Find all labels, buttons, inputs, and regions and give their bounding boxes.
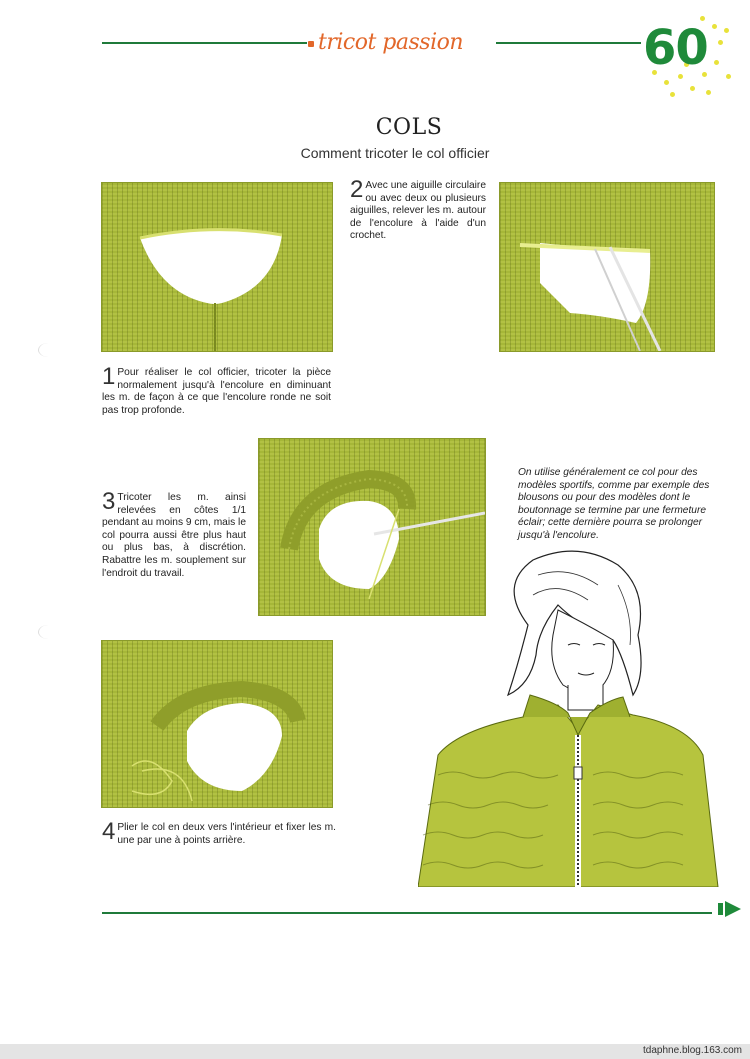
step-3-text-block: [102, 488, 246, 580]
footer-rule: [102, 912, 712, 914]
page-title: COLS: [375, 115, 443, 140]
step-4-text: Plier le col en deux vers l'intérieur et fixer les m. une par une à points arrière.: [117, 822, 336, 846]
step-2-photo: [499, 182, 715, 352]
page-subtitle: Comment tricoter le col officier: [300, 145, 490, 161]
header-rule-left: [102, 42, 307, 44]
step-3-text: Tricoter les m. ainsi relevées en côtes 1/1 pendant au moins 9 cm, mais le col pourra aussi être plus haut ou plus bas, à discrétion. Rabattre les m. souplement sur l'endroit du travail.: [102, 492, 246, 579]
bottom-bar: [0, 1044, 750, 1059]
step-2-text: Avec une aiguille circulaire ou avec deux ou plusieurs aiguilles, relever les m. autour de l'encolure à l'aide d'un crochet.: [350, 180, 486, 242]
step-1-photo: [101, 182, 333, 352]
step-4-number: 4: [102, 818, 116, 845]
page-number: 60: [643, 20, 708, 76]
step-1-text-block: [102, 363, 331, 417]
brand-bullet-icon: [308, 41, 314, 47]
step-3-number: 3: [102, 488, 116, 515]
step-4-text-block: [102, 818, 336, 847]
punch-hole-mark: [38, 343, 59, 357]
step-4-photo: [101, 640, 333, 808]
brand-logo: tricot passion: [318, 30, 464, 55]
step-1-text: Pour réaliser le col officier, tricoter la pièce normalement jusqu'à l'encolure en diminuant les m. de façon à ce que l'encolure ronde ne soit pas trop profonde.: [102, 367, 331, 416]
step-2-number: 2: [350, 176, 364, 203]
credit-watermark: tdaphne.blog.163.com: [643, 1045, 742, 1056]
next-page-arrow-icon: [718, 900, 742, 918]
woman-jacket-illustration: [418, 545, 723, 887]
punch-hole-mark: [38, 625, 59, 639]
step-2-text-block: [350, 176, 486, 243]
step-1-number: 1: [102, 363, 116, 390]
usage-note: On utilise généralement ce col pour des modèles sportifs, comme par exemple des blousons ou pour des modèles dont le boutonnage se termine par une fermeture éclair; cette dernière pourra se prolonger jusqu'à l'encolure.: [518, 467, 710, 541]
header-rule-right: [496, 42, 641, 44]
